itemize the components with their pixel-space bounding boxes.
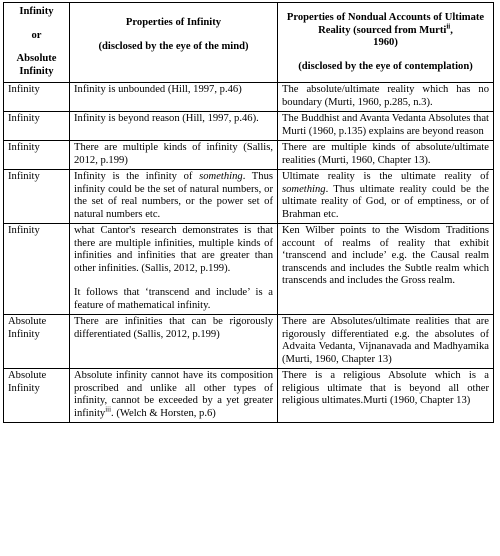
- table-row: [4, 141, 494, 170]
- row-type: Infinity: [4, 112, 70, 141]
- row-type: Infinity: [4, 224, 70, 315]
- table-row: [4, 112, 494, 141]
- row-type: Absolute Infinity: [4, 315, 70, 369]
- header-ultimate-sub: (disclosed by the eye of contemplation): [298, 60, 473, 72]
- row-property-para2: It follows that ‘transcend and include’ is a feature of mathematical infinity.: [74, 287, 273, 311]
- row-property: Absolute infinity cannot have its composition proscribed and unlike all other types of infinity, cannot be exceeded by a yet greater infinity$^{iii}$. (Welch & Horsten, p.6): [70, 369, 278, 423]
- table-row: [4, 224, 494, 315]
- row-property: There are multiple kinds of infinity (Sallis, 2012, p.199): [70, 141, 278, 170]
- header-type-line3: Absolute Infinity: [16, 53, 57, 77]
- document-page: [3, 2, 493, 423]
- footnote-marker: iii: [105, 404, 112, 413]
- row-property: Infinity is unbounded (Hill, 1997, p.46): [70, 83, 278, 112]
- row-ultimate: There are Absolutes/ultimate realities that are rigorously differentiated e.g. the absolutes of Advaita Vedanta, Vijnanavada and Madhyamika (Murti, 1960, Chapter 13): [278, 315, 494, 369]
- table-row: [4, 83, 494, 112]
- row-type: Infinity: [4, 170, 70, 224]
- header-type-line2: or: [31, 29, 42, 41]
- row-ultimate: There is a religious Absolute which is a religious ultimate that is beyond all other religious ultimates.Murti (1960, Chapter 13): [278, 369, 494, 423]
- header-type-line1: Infinity: [19, 6, 54, 17]
- header-properties-sub: (disclosed by the eye of the mind): [98, 40, 249, 52]
- row-ultimate: The absolute/ultimate reality which has no boundary (Murti, 1960, p.285, n.3).: [278, 83, 494, 112]
- row-property: There are infinities that can be rigorously differentiated (Sallis, 2012, p.199): [70, 315, 278, 369]
- row-property-para1: what Cantor's research demonstrates is that there are multiple infinities, multiple kinds of infinities and infinities that are greater than other infinities. (Sallis, 2012, p.199).: [74, 225, 273, 274]
- row-ultimate: The Buddhist and Avanta Vedanta Absolutes that Murti (1960, p.135) explains are beyond reason: [278, 112, 494, 141]
- table-row: [4, 315, 494, 369]
- row-ultimate: Ken Wilber points to the Wisdom Traditions account of realms of reality that exhibit ‘transcend and include’ e.g. the Causal realm transcends and includes the Subtle realm which transcends and includes the Gross realm.: [278, 224, 494, 315]
- header-properties: [70, 3, 278, 83]
- row-property: Infinity is beyond reason (Hill, 1997, p.46).: [70, 112, 278, 141]
- row-property: Infinity is the infinity of something. Thus infinity could be the set of natural numbers, or the set of real numbers, or the power set of natural numbers etc.: [70, 170, 278, 224]
- row-ultimate: There are multiple kinds of absolute/ultimate realities (Murti, 1960, Chapter 13).: [278, 141, 494, 170]
- table-row: [4, 369, 494, 423]
- header-type: [4, 3, 70, 83]
- header-properties-title: Properties of Infinity: [125, 17, 222, 28]
- row-type: Infinity: [4, 141, 70, 170]
- comparison-table: [3, 2, 494, 423]
- emphasis: something: [282, 183, 326, 195]
- row-property: [70, 224, 278, 315]
- header-ultimate-footnote: ii: [446, 21, 451, 30]
- header-ultimate-title: Properties of Nondual Accounts of Ultimate Reality (sourced from Murti: [286, 12, 485, 36]
- header-ultimate: Properties of Nondual Accounts of Ultimate Reality (sourced from Murti$^{ii}$, 1960) (disclosed by the eye of contemplation): [278, 3, 494, 83]
- header-ultimate-year: 1960): [373, 37, 398, 48]
- table-row: [4, 170, 494, 224]
- row-type: Absolute Infinity: [4, 369, 70, 423]
- emphasis: something: [199, 171, 243, 182]
- row-type: Infinity: [4, 83, 70, 112]
- row-ultimate: Ultimate reality is the ultimate reality of something. Thus ultimate reality could be the ultimate reality of God, or of emptiness, or of Brahman etc.: [278, 170, 494, 224]
- header-row: [4, 3, 494, 83]
